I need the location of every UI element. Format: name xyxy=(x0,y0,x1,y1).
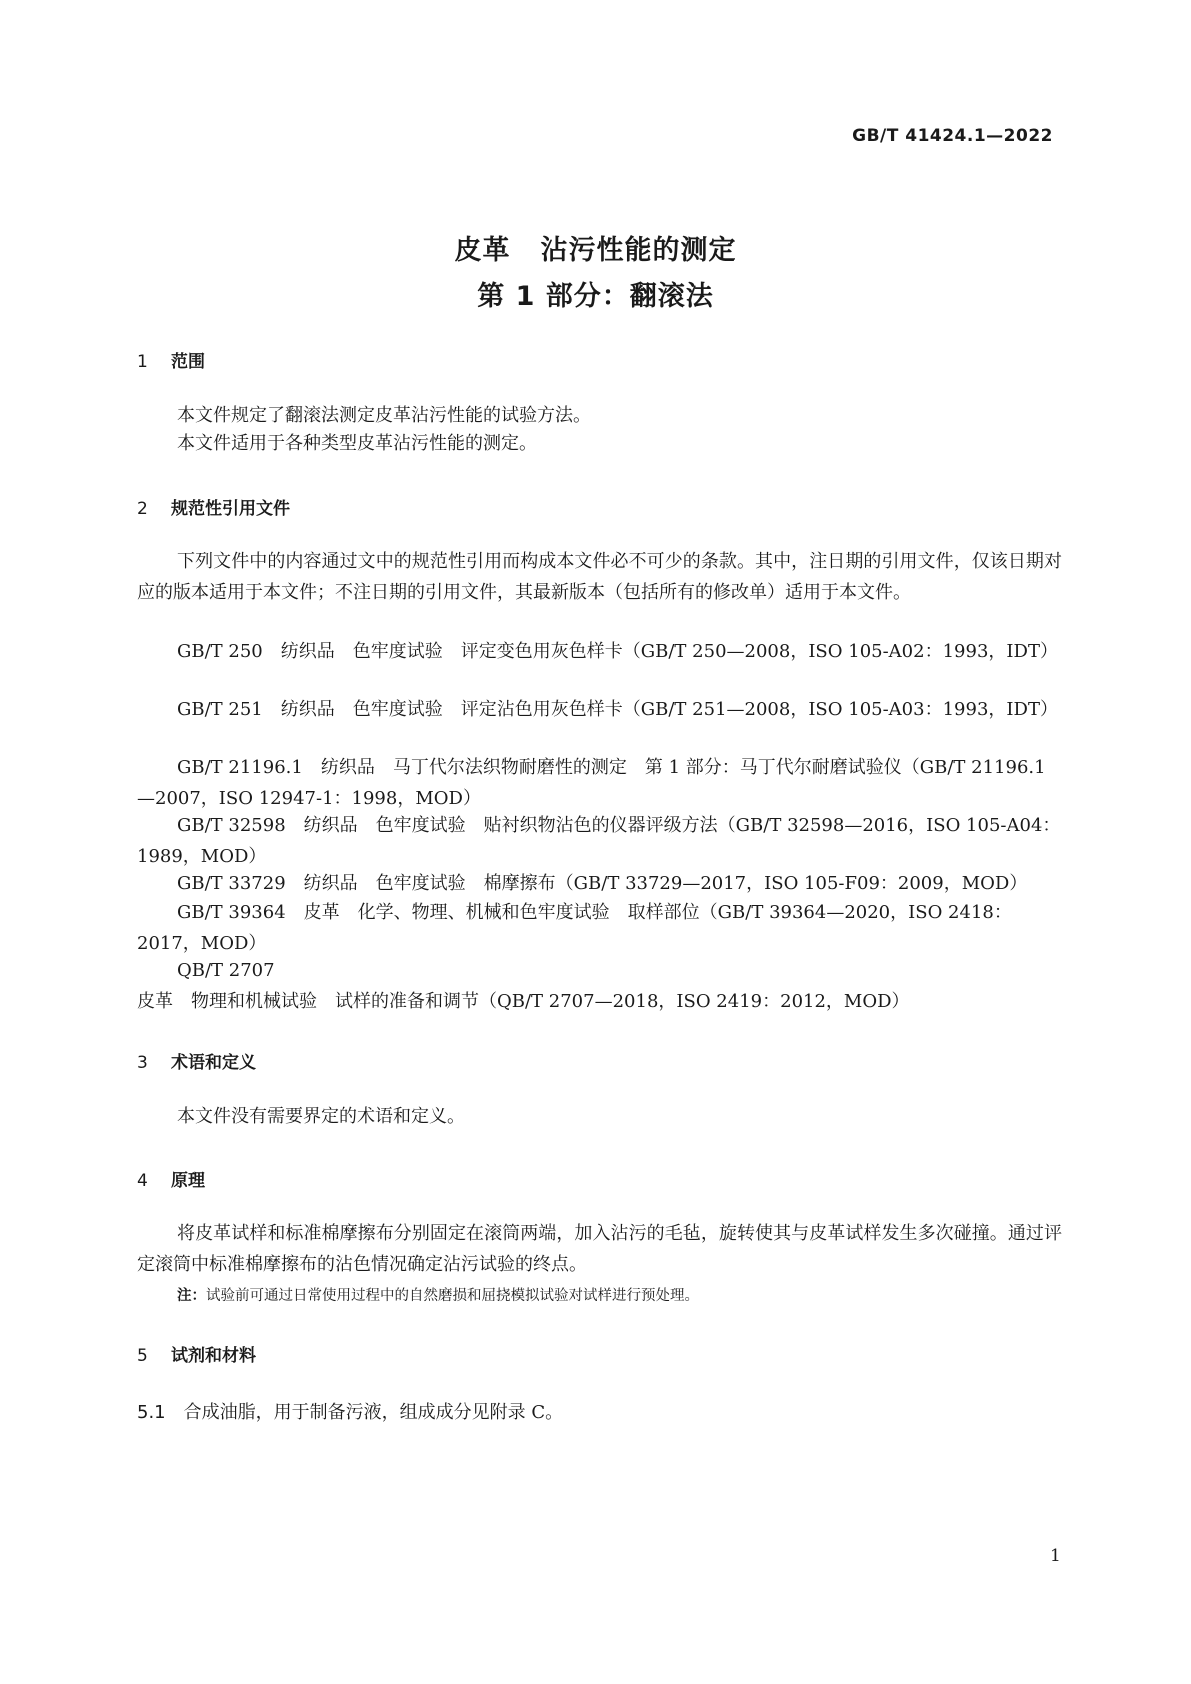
section-number: 5 xyxy=(137,1346,148,1366)
section-number: 1 xyxy=(137,352,148,372)
reference-code: GB/T 250 xyxy=(177,641,263,662)
reference-text: 纺织品 色牢度试验 评定沾色用灰色样卡（GB/T 251—2008，ISO 105-A03：1993，IDT） xyxy=(280,699,1058,720)
section-1-para-2: 本文件适用于各种类型皮革沾污性能的测定。 xyxy=(177,433,537,454)
reference-code: GB/T 39364 xyxy=(177,902,286,923)
section-number: 3 xyxy=(137,1053,148,1073)
reference-text: 纺织品 色牢度试验 评定变色用灰色样卡（GB/T 250—2008，ISO 105-A02：1993，IDT） xyxy=(280,641,1058,662)
normative-reference xyxy=(137,810,1062,872)
reference-text: 皮革 化学、物理、机械和色牢度试验 取样部位（GB/T 39364—2020，ISO 2418：2017，MOD） xyxy=(137,902,1012,954)
normative-reference xyxy=(137,752,1062,814)
section-3-heading xyxy=(137,1048,256,1073)
note-label: 注： xyxy=(177,1288,206,1304)
section-title: 规范性引用文件 xyxy=(171,499,290,519)
section-title: 原理 xyxy=(171,1171,205,1191)
section-number: 2 xyxy=(137,499,148,519)
reference-text: 纺织品 色牢度试验 贴衬织物沾色的仪器评级方法（GB/T 32598—2016，ISO 105-A04：1989，MOD） xyxy=(137,815,1061,867)
reference-text: 纺织品 马丁代尔法织物耐磨性的测定 第 1 部分：马丁代尔耐磨试验仪（GB/T 21196.1—2007，ISO 12947-1：1998，MOD） xyxy=(137,757,1046,809)
note-text: 试验前可通过日常使用过程中的自然磨损和屈挠模拟试验对试样进行预处理。 xyxy=(206,1288,699,1304)
document-subtitle: 第 1 部分：翻滚法 xyxy=(477,281,714,312)
section-4-para: 将皮革试样和标准棉摩擦布分别固定在滚筒两端，加入沾污的毛毡，旋转使其与皮革试样发生多次碰撞。通过评定滚筒中标准棉摩擦布的沾色情况确定沾污试验的终点。 xyxy=(137,1223,1062,1275)
reference-text: 纺织品 色牢度试验 棉摩擦布（GB/T 33729—2017，ISO 105-F09：2009，MOD） xyxy=(303,873,1028,894)
section-3-para: 本文件没有需要界定的术语和定义。 xyxy=(177,1106,465,1127)
section-1-para-1: 本文件规定了翻滚法测定皮革沾污性能的试验方法。 xyxy=(177,405,591,426)
normative-reference xyxy=(137,868,1062,899)
section-4-heading xyxy=(137,1166,205,1191)
note xyxy=(177,1284,1057,1305)
document-title xyxy=(0,228,1191,267)
page-number: 1 xyxy=(1050,1546,1061,1566)
normative-reference xyxy=(137,897,1062,959)
section-title: 范围 xyxy=(171,352,205,372)
reference-text: 皮革 物理和机械试验 试样的准备和调节（QB/T 2707—2018，ISO 2419：2012，MOD） xyxy=(137,991,910,1012)
reference-code: GB/T 33729 xyxy=(177,873,286,894)
section-1-heading xyxy=(137,347,205,372)
title-part-a: 皮革 xyxy=(454,235,511,266)
section-2-intro: 下列文件中的内容通过文中的规范性引用而构成本文件必不可少的条款。其中，注日期的引用文件，仅该日期对应的版本适用于本文件；不注日期的引用文件，其最新版本（包括所有的修改单）适用于本文件。 xyxy=(137,551,1062,603)
reference-code: GB/T 21196.1 xyxy=(177,757,303,778)
normative-reference xyxy=(137,955,1062,1017)
subclause-number: 5.1 xyxy=(137,1402,166,1423)
title-part-b: 沾污性能的测定 xyxy=(540,235,737,266)
subclause-text: 合成油脂，用于制备污液，组成成分见附录 C。 xyxy=(183,1402,564,1423)
section-5-heading xyxy=(137,1341,256,1366)
normative-reference xyxy=(137,636,1062,667)
reference-code: GB/T 32598 xyxy=(177,815,286,836)
section-title: 术语和定义 xyxy=(171,1053,256,1073)
section-number: 4 xyxy=(137,1171,148,1191)
standard-code: GB/T 41424.1—2022 xyxy=(852,126,1053,146)
reference-code: GB/T 251 xyxy=(177,699,263,720)
subclause-5-1 xyxy=(137,1398,563,1424)
section-title: 试剂和材料 xyxy=(171,1346,256,1366)
reference-code: QB/T 2707 xyxy=(177,960,275,981)
normative-reference xyxy=(137,694,1062,725)
section-2-heading xyxy=(137,494,290,519)
